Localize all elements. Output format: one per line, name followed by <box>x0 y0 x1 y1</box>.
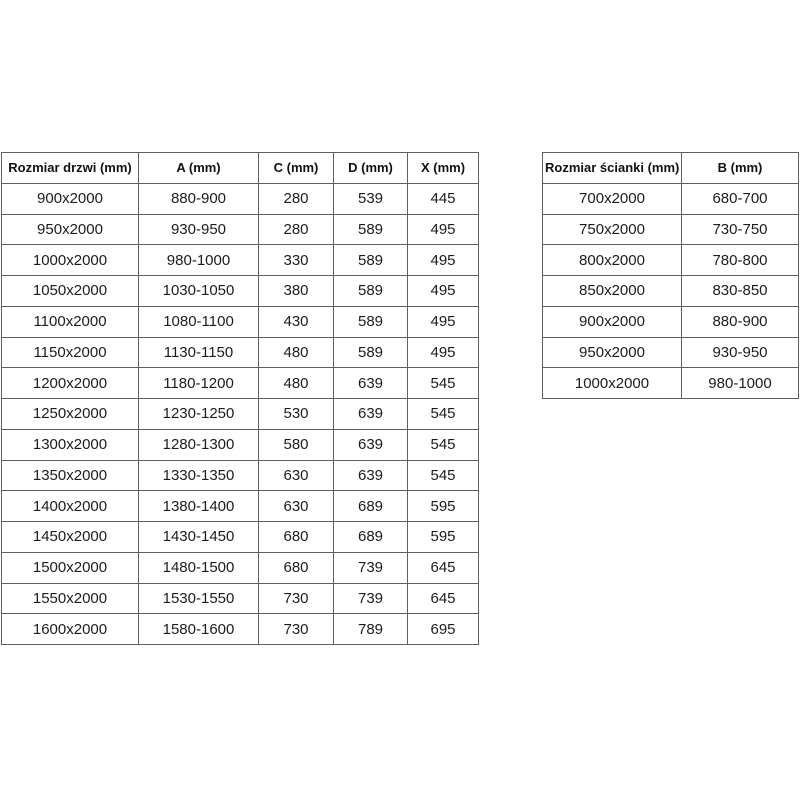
table-cell: 445 <box>408 183 479 214</box>
table-cell: 639 <box>334 460 408 491</box>
table-cell: 530 <box>259 399 334 430</box>
table-row <box>543 368 799 399</box>
table-cell: 1430-1450 <box>139 522 259 553</box>
table-row <box>2 368 479 399</box>
table-cell: 739 <box>334 583 408 614</box>
table-cell: 680-700 <box>682 183 799 214</box>
table-cell: 630 <box>259 491 334 522</box>
table-row <box>2 214 479 245</box>
table-cell: 639 <box>334 429 408 460</box>
table-cell: 880-900 <box>139 183 259 214</box>
table-cell: 539 <box>334 183 408 214</box>
column-header: Rozmiar ścianki (mm) <box>543 153 682 184</box>
table-cell: 545 <box>408 368 479 399</box>
table-cell: 850x2000 <box>543 276 682 307</box>
table-cell: 480 <box>259 337 334 368</box>
table-cell: 545 <box>408 429 479 460</box>
table-cell: 830-850 <box>682 276 799 307</box>
table-cell: 589 <box>334 276 408 307</box>
table-cell: 1300x2000 <box>2 429 139 460</box>
table-cell: 639 <box>334 399 408 430</box>
table-cell: 380 <box>259 276 334 307</box>
table-cell: 700x2000 <box>543 183 682 214</box>
table-cell: 930-950 <box>682 337 799 368</box>
column-header: D (mm) <box>334 153 408 184</box>
door-size-table <box>1 152 479 645</box>
table-cell: 1400x2000 <box>2 491 139 522</box>
column-header: Rozmiar drzwi (mm) <box>2 153 139 184</box>
table-cell: 1600x2000 <box>2 614 139 645</box>
table-row <box>2 306 479 337</box>
table-cell: 1280-1300 <box>139 429 259 460</box>
table-cell: 645 <box>408 552 479 583</box>
table-row <box>543 306 799 337</box>
table-cell: 495 <box>408 306 479 337</box>
table-cell: 630 <box>259 460 334 491</box>
table-cell: 1330-1350 <box>139 460 259 491</box>
table-cell: 1230-1250 <box>139 399 259 430</box>
table-row <box>543 337 799 368</box>
table-cell: 980-1000 <box>139 245 259 276</box>
table-cell: 695 <box>408 614 479 645</box>
table-row <box>2 245 479 276</box>
table-cell: 1050x2000 <box>2 276 139 307</box>
table-cell: 639 <box>334 368 408 399</box>
table-row <box>543 214 799 245</box>
table-cell: 545 <box>408 460 479 491</box>
table-row <box>2 399 479 430</box>
table-row <box>543 183 799 214</box>
table-cell: 950x2000 <box>2 214 139 245</box>
column-header: C (mm) <box>259 153 334 184</box>
table-cell: 780-800 <box>682 245 799 276</box>
table-cell: 1080-1100 <box>139 306 259 337</box>
table-cell: 589 <box>334 214 408 245</box>
table-row <box>543 276 799 307</box>
table-cell: 1030-1050 <box>139 276 259 307</box>
table-cell: 1130-1150 <box>139 337 259 368</box>
table-cell: 900x2000 <box>543 306 682 337</box>
table-cell: 930-950 <box>139 214 259 245</box>
table-row <box>2 183 479 214</box>
table-row <box>543 245 799 276</box>
table-cell: 580 <box>259 429 334 460</box>
table-cell: 730-750 <box>682 214 799 245</box>
table-cell: 900x2000 <box>2 183 139 214</box>
table-row <box>2 491 479 522</box>
table-cell: 645 <box>408 583 479 614</box>
table-cell: 689 <box>334 522 408 553</box>
table-cell: 1350x2000 <box>2 460 139 491</box>
table-cell: 1200x2000 <box>2 368 139 399</box>
table-cell: 689 <box>334 491 408 522</box>
table-row <box>2 614 479 645</box>
table-cell: 330 <box>259 245 334 276</box>
table-cell: 800x2000 <box>543 245 682 276</box>
table-cell: 730 <box>259 614 334 645</box>
table-cell: 1500x2000 <box>2 552 139 583</box>
table-cell: 950x2000 <box>543 337 682 368</box>
table-row <box>2 337 479 368</box>
table-row <box>2 583 479 614</box>
table-cell: 589 <box>334 337 408 368</box>
table-cell: 1000x2000 <box>543 368 682 399</box>
table-cell: 595 <box>408 491 479 522</box>
table-cell: 595 <box>408 522 479 553</box>
table-cell: 1450x2000 <box>2 522 139 553</box>
table-cell: 589 <box>334 245 408 276</box>
table-row <box>2 522 479 553</box>
wall-size-table <box>542 152 799 399</box>
table-cell: 495 <box>408 337 479 368</box>
header-row <box>2 153 479 184</box>
table-cell: 1580-1600 <box>139 614 259 645</box>
table-row <box>2 552 479 583</box>
column-header: A (mm) <box>139 153 259 184</box>
table-cell: 680 <box>259 522 334 553</box>
table-cell: 730 <box>259 583 334 614</box>
table-cell: 495 <box>408 245 479 276</box>
table-cell: 750x2000 <box>543 214 682 245</box>
header-row <box>543 153 799 184</box>
table-cell: 589 <box>334 306 408 337</box>
table-cell: 545 <box>408 399 479 430</box>
table-cell: 880-900 <box>682 306 799 337</box>
table-cell: 739 <box>334 552 408 583</box>
table-cell: 1150x2000 <box>2 337 139 368</box>
table-cell: 1250x2000 <box>2 399 139 430</box>
table-cell: 495 <box>408 214 479 245</box>
table-cell: 1380-1400 <box>139 491 259 522</box>
table-row <box>2 460 479 491</box>
table-cell: 1000x2000 <box>2 245 139 276</box>
table-cell: 280 <box>259 214 334 245</box>
table-cell: 980-1000 <box>682 368 799 399</box>
table-cell: 280 <box>259 183 334 214</box>
table-cell: 1550x2000 <box>2 583 139 614</box>
table-cell: 1180-1200 <box>139 368 259 399</box>
column-header: X (mm) <box>408 153 479 184</box>
table-cell: 680 <box>259 552 334 583</box>
table-cell: 430 <box>259 306 334 337</box>
table-row <box>2 429 479 460</box>
table-cell: 480 <box>259 368 334 399</box>
column-header: B (mm) <box>682 153 799 184</box>
table-row <box>2 276 479 307</box>
table-cell: 1100x2000 <box>2 306 139 337</box>
table-cell: 1480-1500 <box>139 552 259 583</box>
table-cell: 1530-1550 <box>139 583 259 614</box>
table-cell: 495 <box>408 276 479 307</box>
table-cell: 789 <box>334 614 408 645</box>
